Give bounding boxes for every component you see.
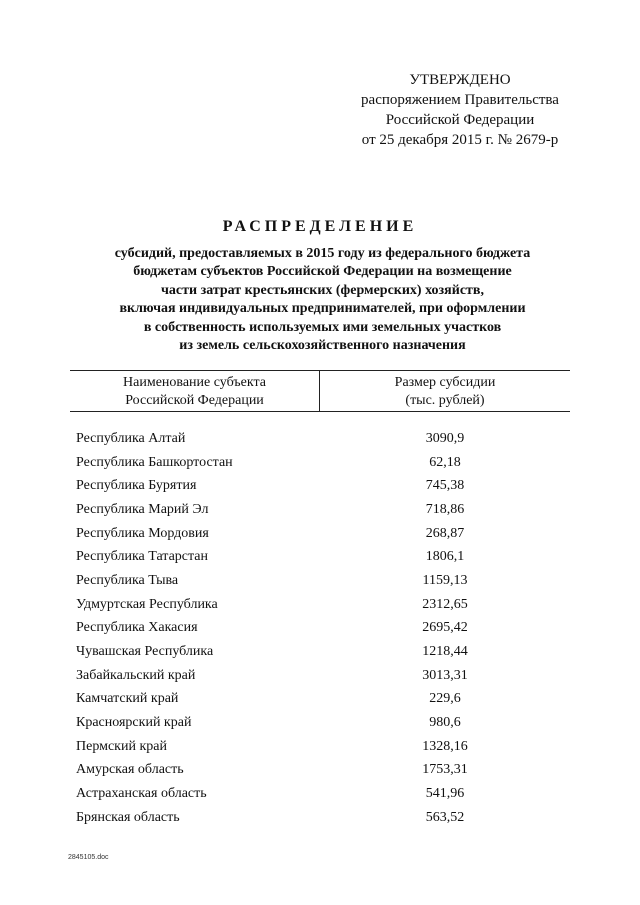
region-name-cell: Амурская область (76, 762, 184, 778)
table-row (70, 664, 570, 688)
region-name-cell: Республика Алтай (76, 430, 186, 446)
table-row (70, 522, 570, 546)
subsidy-amount-cell: 980,6 (429, 715, 461, 731)
document-title: РАСПРЕДЕЛЕНИЕ (222, 218, 418, 235)
subsidy-amount-cell: 1806,1 (425, 549, 465, 565)
subsidy-amount-cell: 268,87 (425, 525, 465, 541)
table-row (70, 688, 570, 712)
table-row (70, 545, 570, 569)
file-reference: 2845105.doc (68, 854, 109, 861)
table-row (70, 782, 570, 806)
region-name-cell: Брянская область (76, 809, 180, 825)
subtitle-line: из земель сельскохозяйственного назначения (179, 338, 466, 354)
region-name-cell: Республика Хакасия (76, 620, 198, 636)
subsidy-amount-cell: 745,38 (425, 478, 465, 494)
region-name-cell: Республика Мордовия (76, 525, 209, 541)
subsidy-amount-cell: 2312,65 (422, 596, 468, 612)
region-name-cell: Республика Татарстан (76, 549, 209, 565)
subsidy-amount-cell: 1218,44 (422, 644, 468, 660)
column-header-region-line-1: Наименование субъекта (123, 375, 266, 390)
region-name-cell: Удмуртская Республика (76, 596, 218, 612)
region-name-cell: Республика Бурятия (76, 478, 197, 494)
region-name-cell: Камчатский край (76, 691, 179, 707)
column-header-region-line-2: Российской Федерации (125, 393, 264, 408)
table-row (70, 640, 570, 664)
subtitle-line: бюджетам субъектов Российской Федерации на возмещение (133, 264, 512, 280)
region-name-cell: Республика Башкортостан (76, 454, 233, 470)
subsidy-amount-cell: 541,96 (425, 786, 465, 802)
subsidy-amount-cell: 563,52 (425, 809, 465, 825)
column-header-amount-line-2: (тыс. рублей) (405, 393, 485, 408)
subsidy-amount-cell: 1328,16 (422, 738, 468, 754)
approval-block (330, 70, 590, 150)
subtitle-line: субсидий, предоставляемых в 2015 году из федерального бюджета (114, 246, 531, 261)
table-row (70, 735, 570, 759)
subtitle-line: в собственность используемых ими земельных участков (143, 319, 502, 335)
table-row (70, 593, 570, 617)
subsidy-amount-cell: 718,86 (425, 501, 465, 517)
region-name-cell: Чувашская Республика (76, 644, 214, 660)
region-name-cell: Красноярский край (76, 715, 192, 731)
region-name-cell: Астраханская область (76, 786, 207, 802)
column-header-amount (320, 371, 570, 411)
table-body (70, 427, 570, 830)
subtitle-line: включая индивидуальных предпринимателей, при оформлении (119, 301, 526, 317)
subsidy-amount-cell: 1159,13 (422, 572, 468, 588)
subsidy-amount-cell: 1753,31 (422, 762, 468, 778)
subsidy-amount-cell: 62,18 (429, 454, 461, 470)
table-row (70, 759, 570, 783)
table-row (70, 569, 570, 593)
table-row (70, 451, 570, 475)
table-row (70, 474, 570, 498)
column-header-region (70, 371, 320, 411)
subsidy-amount-cell: 3090,9 (425, 430, 465, 446)
column-header-amount-line-1: Размер субсидии (394, 375, 496, 390)
table-row (70, 617, 570, 641)
approved-line-2: Российской Федерации (385, 112, 535, 128)
table-row (70, 427, 570, 451)
region-name-cell: Забайкальский край (76, 667, 196, 683)
subsidy-table (70, 370, 570, 830)
region-name-cell: Республика Тыва (76, 572, 179, 588)
approved-line-1: распоряжением Правительства (361, 92, 559, 108)
subtitle-line: части затрат крестьянских (фермерских) хозяйств, (161, 282, 484, 298)
document-subtitle (40, 245, 605, 355)
subsidy-amount-cell: 3013,31 (422, 667, 468, 683)
subsidy-amount-cell: 2695,42 (422, 620, 468, 636)
table-row (70, 711, 570, 735)
approved-line-3: от 25 декабря 2015 г. № 2679-р (361, 132, 559, 148)
region-name-cell: Республика Марий Эл (76, 501, 209, 517)
table-header (70, 370, 570, 412)
subsidy-amount-cell: 229,6 (429, 691, 461, 707)
table-row (70, 498, 570, 522)
table-row (70, 806, 570, 830)
region-name-cell: Пермский край (76, 738, 167, 754)
approved-label: УТВЕРЖДЕНО (409, 72, 511, 88)
